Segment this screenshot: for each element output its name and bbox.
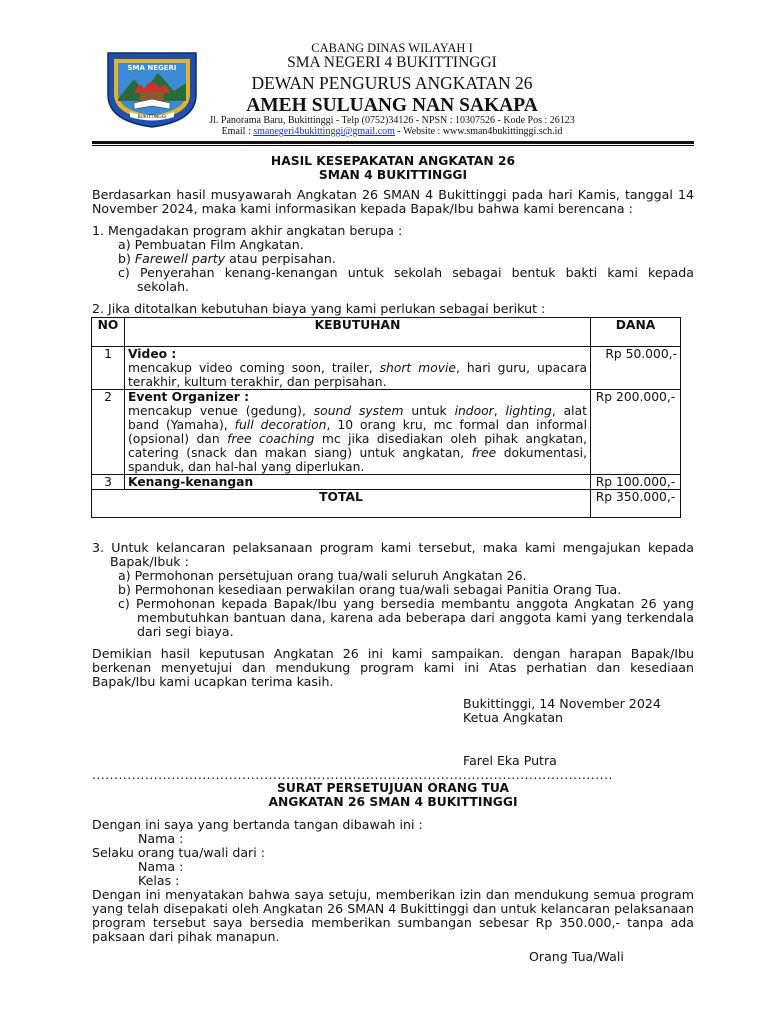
description-segment: mencakup venue (gedung), [128, 404, 314, 418]
consent-title: SURAT PERSETUJUAN ORANG TUA [277, 781, 509, 795]
row-no: 2 [92, 390, 125, 475]
header-no-text: NO [97, 318, 119, 332]
point-1-item-b-italic: Farewell party [134, 251, 226, 266]
description-segment: , 10 orang kru, mc formal dan informal (opsional) dan [128, 418, 588, 446]
table-row [92, 475, 681, 490]
description-segment: free coaching [227, 432, 315, 446]
consent-nama-student: Nama : [138, 859, 184, 874]
intro-paragraph: Berdasarkan hasil musyawarah Angkatan 26 SMAN 4 Bukittinggi pada hari Kamis, tanggal 14 November 2024, maka kami informasikan kepada Bapak/Ibu bahwa kami berencana : [92, 187, 694, 216]
cost-table [91, 317, 681, 518]
point-1-item-a: a) Pembuatan Film Angkatan. [118, 237, 304, 252]
description-segment: indoor [454, 404, 494, 418]
cost-table-body [92, 347, 681, 490]
description-segment: mencakup video coming soon, trailer, [128, 361, 380, 375]
point-1-label: 1. Mengadakan program akhir angkatan berupa : [92, 223, 403, 238]
row-no: 3 [92, 475, 125, 490]
point-1-item-c [118, 266, 694, 294]
consent-statement: Dengan ini menyatakan bahwa saya setuju, memberikan izin dan mendukung semua program yang telah disepakati oleh Angkatan 26 SMAN 4 Bukittinggi dan untuk kelancaran pelaksanaan program tersebut saya bersedia memberikan sumbangan sebesar Rp 350.000,- tanpa ada paksaan dari pihak manapun. [92, 887, 694, 944]
point-3-item-b: b) Permohonan kesediaan perwakilan orang tua/wali sebagai Panitia Orang Tua. [118, 582, 622, 597]
point-3-item-c: c) Permohonan kepada Bapak/Ibu yang bersedia membantu anggota Angkatan 26 yang membutuhkan bantuan dana, karena ada beberapa dari anggota kami yang terkendala dari segi biaya. [118, 596, 694, 639]
document-title: HASIL KESEPAKATAN ANGKATAN 26 [270, 154, 516, 168]
header-dana: DANA [591, 318, 681, 347]
consent-subtitle: ANGKATAN 26 SMAN 4 BUKITTINGGI [268, 795, 518, 809]
description-segment: sound system [313, 404, 404, 418]
description-segment: , [493, 404, 506, 418]
point-1-item-b [118, 252, 694, 266]
cost-table-header [92, 318, 681, 347]
consent-kelas: Kelas : [138, 873, 180, 888]
letterhead-line-dewan: DEWAN PENGURUS ANGKATAN 26 [251, 73, 533, 93]
consent-selaku: Selaku orang tua/wali dari : [92, 845, 265, 860]
description-segment: mc jika disediakan oleh pihak angkatan, catering (snack dan makan siang) untuk angkatan, [128, 432, 588, 460]
consent-signer-label: Orang Tua/Wali [529, 949, 624, 964]
table-row [92, 347, 681, 390]
letterhead-address: Jl. Panorama Baru, Bukittinggi - Telp (0752)34126 - NPSN : 10307526 - Kode Pos : 26123 [209, 115, 575, 126]
description-segment: dokumentasi, spanduk, dan hal-hal yang diperlukan. [128, 446, 587, 474]
description-segment: short movie [379, 361, 456, 375]
email-link[interactable]: smanegeri4bukittinggi@gmail.com [253, 126, 395, 137]
total-value: Rp 350.000,- [591, 490, 681, 518]
description-segment: lighting [505, 404, 552, 418]
row-kebutuhan-title: Video : [128, 347, 177, 361]
signature-role: Ketua Angkatan [463, 710, 564, 725]
row-kebutuhan [125, 475, 591, 490]
row-dana: Rp 50.000,- [591, 347, 681, 390]
header-no [92, 318, 125, 347]
point-2-label: 2. Jika ditotalkan kebutuhan biaya yang kami perlukan sebagai berikut : [92, 301, 546, 316]
letterhead-motto: AMEH SULUANG NAN SAKAPA [246, 95, 538, 116]
email-label: Email : [221, 126, 254, 137]
row-kebutuhan-title: Kenang-kenangan [128, 475, 254, 489]
description-segment: , alat band (Yamaha), [128, 404, 587, 432]
description-segment: untuk [403, 404, 455, 418]
letterhead-line-cabang: CABANG DINAS WILAYAH I [311, 41, 473, 55]
signature-place-date: Bukittinggi, 14 November 2024 [463, 696, 661, 711]
row-no: 1 [92, 347, 125, 390]
point-1-item-c-text: c) Penyerahan kenang-kenangan untuk sekolah sebagai bentuk bakti kami kepada sekolah. [118, 265, 694, 294]
cut-line: ...................................................................................................................... [92, 768, 613, 782]
website-text: - Website : www.sman4bukittinggi.sch.id [394, 126, 563, 137]
letterhead-divider-thick [92, 141, 694, 144]
point-3-label [92, 541, 694, 569]
logo-text-bottom: BUKITTINGGI [137, 115, 167, 120]
point-3-label-text: 3. Untuk kelancaran pelaksanaan program kami tersebut, maka kami mengajukan kepada Bapak/Ibuk : [92, 540, 694, 569]
description-segment: , hari guru, upacara terakhir, kultum terakhir, dan perpisahan. [128, 361, 587, 389]
description-segment: free [471, 446, 497, 460]
row-kebutuhan [125, 390, 591, 475]
letterhead-divider-thin [92, 145, 694, 146]
consent-intro: Dengan ini saya yang bertanda tangan dibawah ini : [92, 817, 423, 832]
row-kebutuhan-description [128, 404, 587, 474]
cost-table-total-row [92, 490, 681, 518]
total-label: TOTAL [92, 490, 591, 518]
logo-text-top: SMA NEGERI [127, 64, 177, 72]
letterhead-line-school: SMA NEGERI 4 BUKITTINGGI [287, 54, 497, 71]
point-1-item-b-prefix: b) [118, 251, 135, 266]
row-dana: Rp 200.000,- [591, 390, 681, 475]
row-dana: Rp 100.000,- [591, 475, 681, 490]
document-subtitle: SMAN 4 BUKITTINGGI [318, 168, 468, 182]
description-segment: full decoration [234, 418, 327, 432]
point-1-item-b-rest: atau perpisahan. [225, 251, 336, 266]
point-3-item-a: a) Permohonan persetujuan orang tua/wali seluruh Angkatan 26. [118, 568, 527, 583]
school-emblem-logo [104, 49, 200, 129]
letterhead-contact [192, 127, 592, 137]
header-kebutuhan: KEBUTUHAN [125, 318, 591, 347]
row-kebutuhan [125, 347, 591, 390]
consent-nama-signer: Nama : [138, 831, 184, 846]
closing-paragraph: Demikian hasil keputusan Angkatan 26 ini kami sampaikan. dengan harapan Bapak/Ibu berkenan menyetujui dan mendukung program kami ini Atas perhatian dan kesediaan Bapak/Ibu kami ucapkan terima kasih. [92, 646, 694, 689]
row-kebutuhan-title: Event Organizer : [128, 390, 250, 404]
signature-name: Farel Eka Putra [463, 753, 557, 768]
row-kebutuhan-description [128, 361, 587, 389]
table-row [92, 390, 681, 475]
